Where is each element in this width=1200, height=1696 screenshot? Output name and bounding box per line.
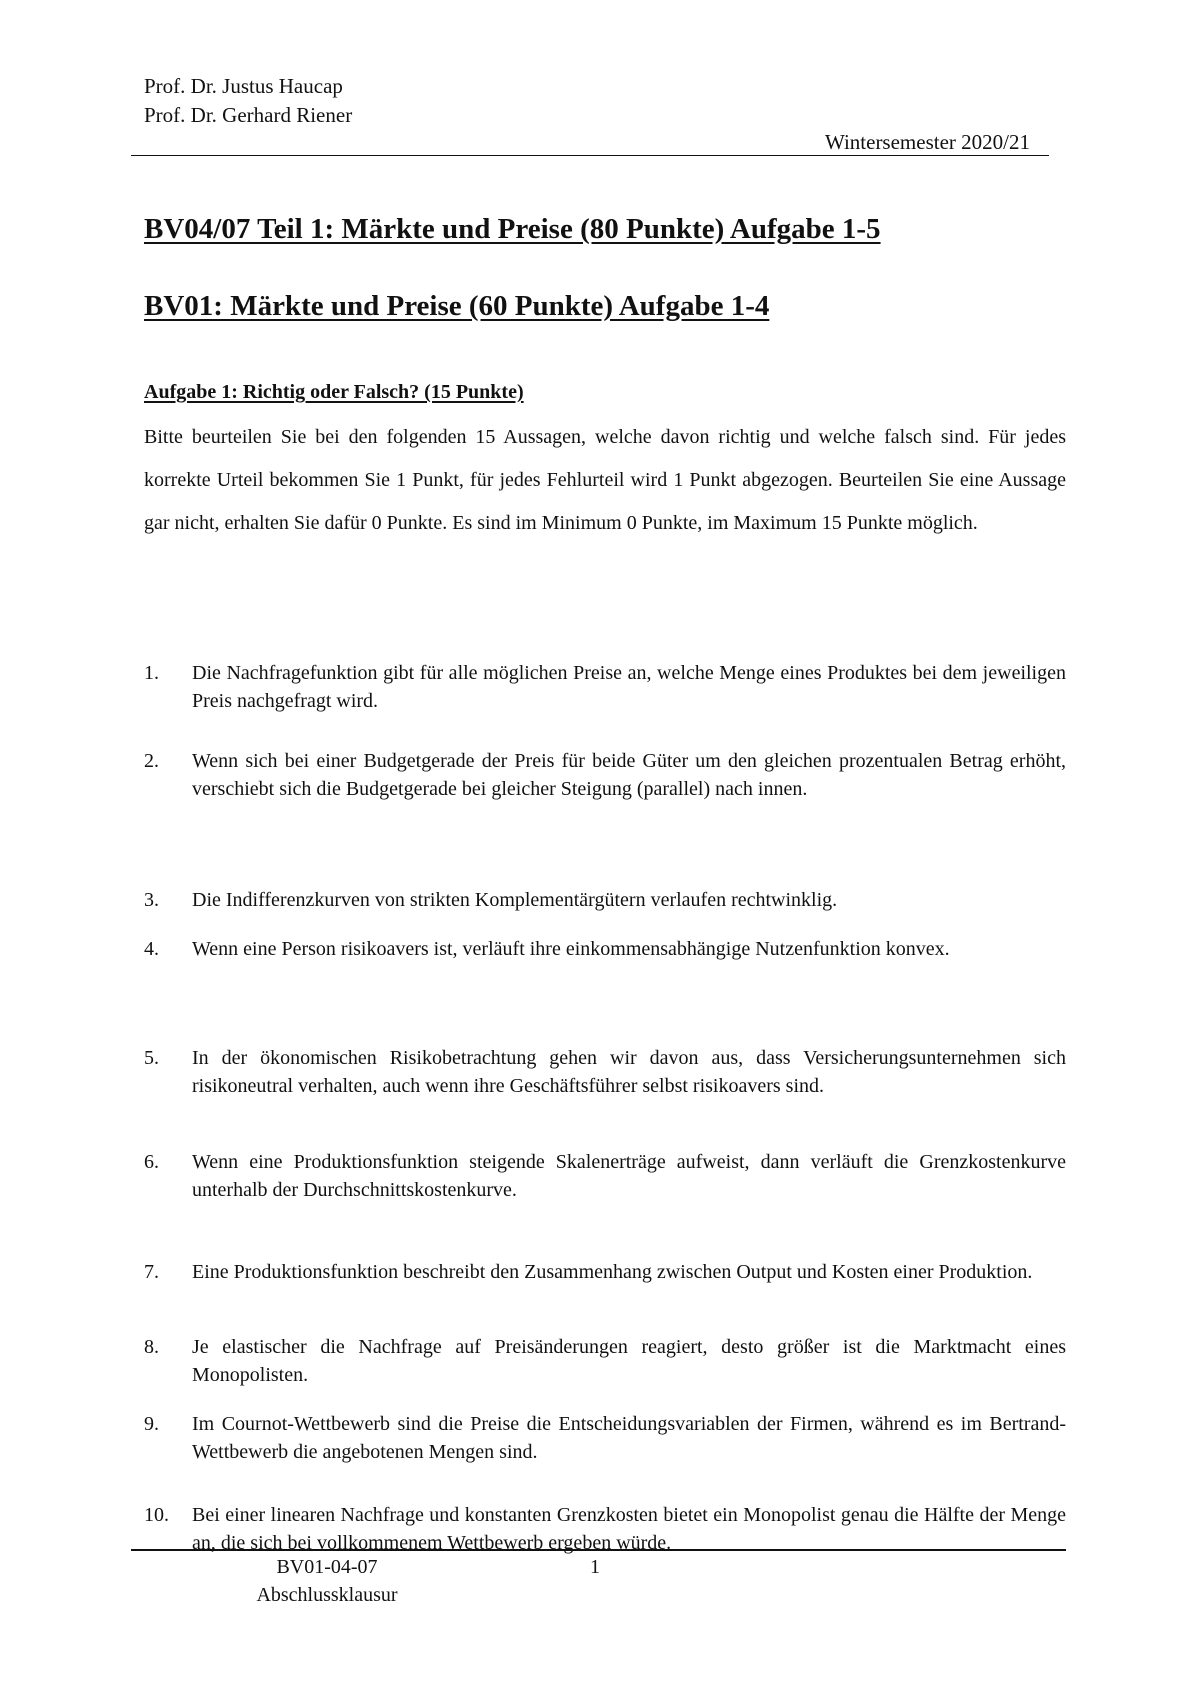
statement-item (144, 1148, 1066, 1204)
statement-text: Die Nachfragefunktion gibt für alle möglichen Preise an, welche Menge eines Produktes bei dem jeweiligen Preis nachgefragt wird. (192, 662, 1066, 712)
statement-text: Die Indifferenzkurven von strikten Komplementärgütern verlaufen rechtwinklig. (192, 889, 838, 911)
footer-course-info (232, 1553, 422, 1609)
statement-text: Wenn eine Person risikoavers ist, verläuft ihre einkommensabhängige Nutzenfunktion konvex. (192, 938, 950, 960)
statement-item (144, 1410, 1066, 1466)
statement-text: Wenn eine Produktionsfunktion steigende Skalenerträge aufweist, dann verläuft die Grenzkostenkurve unterhalb der Durchschnittskostenkurve. (192, 1151, 1066, 1201)
header-divider (131, 155, 1049, 156)
exam-title-bv01: BV01: Märkte und Preise (60 Punkte) Aufgabe 1-4 (144, 290, 770, 322)
task-heading: Aufgabe 1: Richtig oder Falsch? (15 Punkte) (144, 381, 524, 403)
statement-item (144, 747, 1066, 803)
semester-label: Wintersemester 2020/21 (824, 130, 1030, 154)
statement-number: 2. (144, 750, 159, 772)
statement-number: 10. (144, 1504, 169, 1526)
statement-text: Bei einer linearen Nachfrage und konstanten Grenzkosten bietet ein Monopolist genau die Hälfte der Menge an, die sich bei vollkommenem Wettbewerb ergeben würde. (192, 1504, 1066, 1554)
statement-number: 8. (144, 1336, 159, 1358)
statement-number: 9. (144, 1413, 159, 1435)
statement-item (144, 1044, 1066, 1100)
statement-item (144, 1333, 1066, 1389)
header-authors (144, 72, 352, 130)
statement-text: Wenn sich bei einer Budgetgerade der Preis für beide Güter um den gleichen prozentualen Betrag erhöht, verschiebt sich die Budgetgerade bei gleicher Steigung (parallel) nach innen. (192, 750, 1066, 800)
footer-exam-label: Abschlussklausur (256, 1584, 398, 1606)
statement-number: 3. (144, 889, 159, 911)
statement-number: 7. (144, 1261, 159, 1283)
statement-number: 1. (144, 662, 159, 684)
exam-title-bv04-07: BV04/07 Teil 1: Märkte und Preise (80 Punkte) Aufgabe 1-5 (144, 213, 881, 245)
task-instructions: Bitte beurteilen Sie bei den folgenden 15 Aussagen, welche davon richtig und welche falsch sind. Für jedes korrekte Urteil bekommen Sie 1 Punkt, für jedes Fehlurteil wird 1 Punkt abgezogen. Beurteilen Sie eine Aussage gar nicht, erhalten Sie dafür 0 Punkte. Es sind im Minimum 0 Punkte, im Maximum 15 Punkte möglich. (144, 426, 1066, 534)
footer-divider (131, 1549, 1066, 1551)
statement-number: 6. (144, 1151, 159, 1173)
statement-text: Eine Produktionsfunktion beschreibt den Zusammenhang zwischen Output und Kosten einer Produktion. (192, 1261, 1033, 1283)
statement-text: Im Cournot-Wettbewerb sind die Preise die Entscheidungsvariablen der Firmen, während es im Bertrand-Wettbewerb die angebotenen Mengen sind. (192, 1413, 1066, 1463)
statement-text: Je elastischer die Nachfrage auf Preisänderungen reagiert, desto größer ist die Marktmacht eines Monopolisten. (192, 1336, 1066, 1386)
statement-item (144, 935, 1066, 963)
statement-text: In der ökonomischen Risikobetrachtung gehen wir davon aus, dass Versicherungsunternehmen sich risikoneutral verhalten, auch wenn ihre Geschäftsführer selbst risikoavers sind. (192, 1047, 1066, 1097)
statement-item (144, 1258, 1066, 1286)
author-haucap: Prof. Dr. Justus Haucap (144, 74, 343, 98)
page-number: 1 (590, 1556, 600, 1578)
statement-number: 5. (144, 1047, 159, 1069)
statement-item (144, 886, 1066, 914)
footer-course-code: BV01-04-07 (276, 1556, 378, 1578)
statement-item (144, 659, 1066, 715)
statement-number: 4. (144, 938, 159, 960)
author-riener: Prof. Dr. Gerhard Riener (144, 103, 353, 127)
